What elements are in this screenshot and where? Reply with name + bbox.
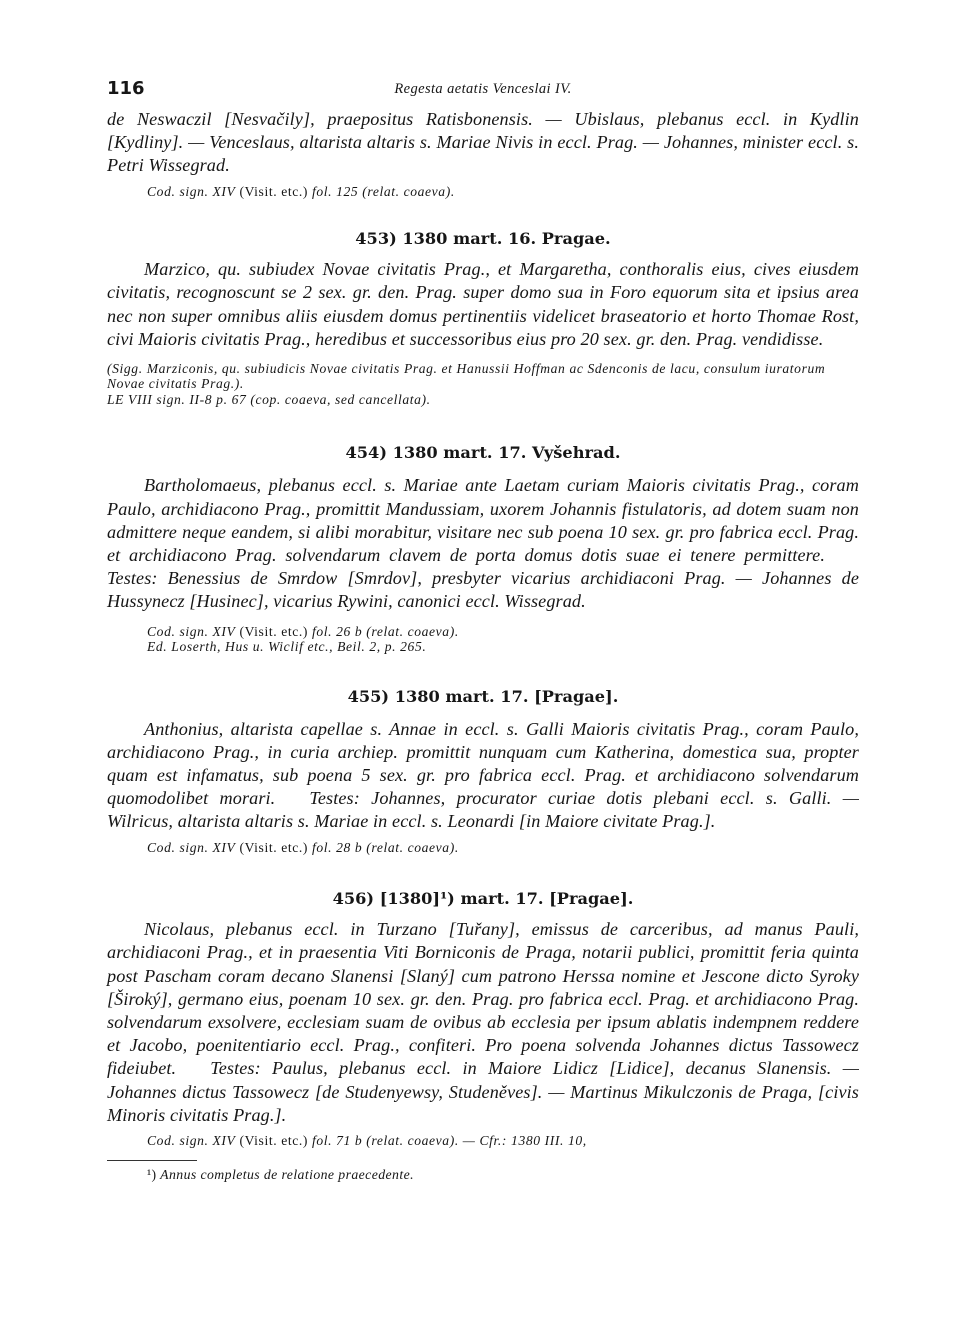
- entry-453-text: Marzico, qu. subiudex Novae civitatis Prag., et Margaretha, conthoralis eius, cives eiusdem civitatis, recognoscunt se 2 sex. gr. den. Prag. super domo sua in Foro equorum sita et ipsius area nec non super omnibus aliis eiusdem domus pertinentiis videlicet braseatorio et horto Thomae Rost, civi Maioris civitatis Prag., heredibus et successoribus eius pro 20 sex. gr. den. Prag. vendidisse.: [107, 259, 859, 349]
- entry-454-source: Cod. sign. XIV (Visit. etc.) fol. 26 b (relat. coaeva).: [147, 623, 459, 639]
- entry-456-text: Nicolaus, plebanus eccl. in Turzano [Tuřany], emissus de carceribus, ad manus Pauli, archidiaconi Prag., et in praesentia Viti Borniconis de Praga, notarii publici, promittit feria quinta post Pascham coram decano Slanensi [Slaný] cum patrono Herssa nomine et Jescone dicto Syroky [Široký], germano eius, poenam 10 sex. gr. den. Prag. pro fabrica eccl. Prag. et archidiacono Prag. solvendarum exsolvere, ecclesiam suam de ovibus ab ecclesia per ipsum ablatis indempnem reddere et Jacobo, poenitentiario eccl. Prag., confiteri. Pro poena solvenda Johannes dictus Tassowecz fideiubet. Testes: Paulus, plebanus eccl. in Maiore Lidicz [Lidice], decanus Slanensis. — Johannes dictus Tassowecz [de Studenyewsy, Studeněves]. — Martinus Mikulczonis de Praga, [civis Minoris civitatis Prag.].: [107, 919, 859, 1125]
- entry-452-tail-text: de Neswaczil [Nesvačily], praepositus Ratisbonensis. — Ubislaus, plebanus eccl. in Kydlin [Kydliny]. — Venceslaus, altarista altaris s. Mariae Nivis in eccl. Prag. — Johannes, minister eccl. s. Petri Wissegrad.: [107, 109, 859, 176]
- entry-455-heading: 455) 1380 mart. 17. [Pragae].: [347, 686, 619, 706]
- entry-452-source: Cod. sign. XIV (Visit. etc.) fol. 125 (relat. coaeva).: [147, 183, 455, 199]
- entry-455-source: Cod. sign. XIV (Visit. etc.) fol. 28 b (relat. coaeva).: [147, 839, 459, 855]
- entry-456-source: Cod. sign. XIV (Visit. etc.) fol. 71 b (relat. coaeva). — Cfr.: 1380 III. 10,: [147, 1132, 587, 1148]
- entry-454-edition: Ed. Loserth, Hus u. Wiclif etc., Beil. 2, p. 265.: [147, 639, 427, 655]
- entry-454-testes: Testes: Benessius de Smrdow [Smrdov], presbyter vicarius archidiaconi Prag. — Johannes de Hussynecz [Husinec], vicarius Rywini, canonici eccl. Wissegrad.: [107, 568, 859, 612]
- footnote-divider: [107, 1160, 197, 1161]
- footnote: [107, 1167, 859, 1183]
- running-title: Regesta aetatis Venceslai IV.: [394, 81, 572, 97]
- entry-456-testes: Testes: Paulus, plebanus eccl. in Maiore Lidicz [Lidice], decanus Slanensis. — Johannes dictus Tassowecz [de Studenyewsy, Studeněves]. — Martinus Mikulczonis de Praga, [civis Minoris civitatis Prag.].: [107, 1058, 859, 1125]
- entry-456-heading: 456) [1380]¹) mart. 17. [Pragae].: [332, 889, 634, 909]
- seal-note-text: (Sigg. Marziconis, qu. subiudicis Novae civitatis Prag. et Hanussii Hoffman ac Sdenconis de lacu, consulum iuratorum Novae civitatis Prag.).: [107, 360, 826, 392]
- document-page: [107, 78, 859, 1183]
- entry-455-text: Anthonius, altarista capellae s. Annae in eccl. s. Galli Maioris civitatis Prag., coram Paulo, archidiacono Prag., in curia archiep. promittit nunquam cum Katherina, domestica sua, propter quam est infamatus, sub poena 5 sex. gr. pro fabrica eccl. Prag. et archidiacono solvendarum quomodolibet morari. Testes: Johannes, procurator curiae dotis plebani eccl. s. Galli. — Wilricus, altarista altaris s. Mariae in eccl. s. Leonardi [in Maiore civitate Prag.].: [107, 718, 859, 832]
- footnote-text: Annus completus de relatione praecedente.: [160, 1167, 414, 1183]
- entry-453-seal-note: [107, 361, 859, 392]
- page-number: 116: [107, 78, 145, 99]
- entry-453-heading: 453) 1380 mart. 16. Pragae.: [355, 229, 611, 249]
- running-header: [107, 78, 859, 108]
- footnote-mark: ¹): [147, 1167, 157, 1183]
- entry-454-heading: 454) 1380 mart. 17. Vyšehrad.: [345, 443, 621, 463]
- entry-455-testes: Testes: Johannes, procurator curiae dotis plebani eccl. s. Galli. — Wilricus, altarista altaris s. Mariae in eccl. s. Leonardi [in Maiore civitate Prag.].: [107, 788, 859, 832]
- entry-453-source: LE VIII sign. II-8 p. 67 (cop. coaeva, sed cancellata).: [107, 391, 431, 407]
- entry-454-text: Bartholomaeus, plebanus eccl. s. Mariae ante Laetam curiam Maioris civitatis Prag., coram Paulo, archidiacono Prag., promittit Mandussiam, uxorem Johannis fistulatoris, ad dotem suam non admittere neque eandem, si alibi morabitur, visitare nec sub poena 10 sex. gr. pro fabrica eccl. Prag. et archidiacono Prag. solvendarum clavem de porta domus dotis suae ei tenere permittere.Testes: Benessius de Smrdow [Smrdov], presbyter vicarius archidiaconi Prag. — Johannes de Hussynecz [Husinec], vicarius Rywini, canonici eccl. Wissegrad.: [107, 475, 859, 612]
